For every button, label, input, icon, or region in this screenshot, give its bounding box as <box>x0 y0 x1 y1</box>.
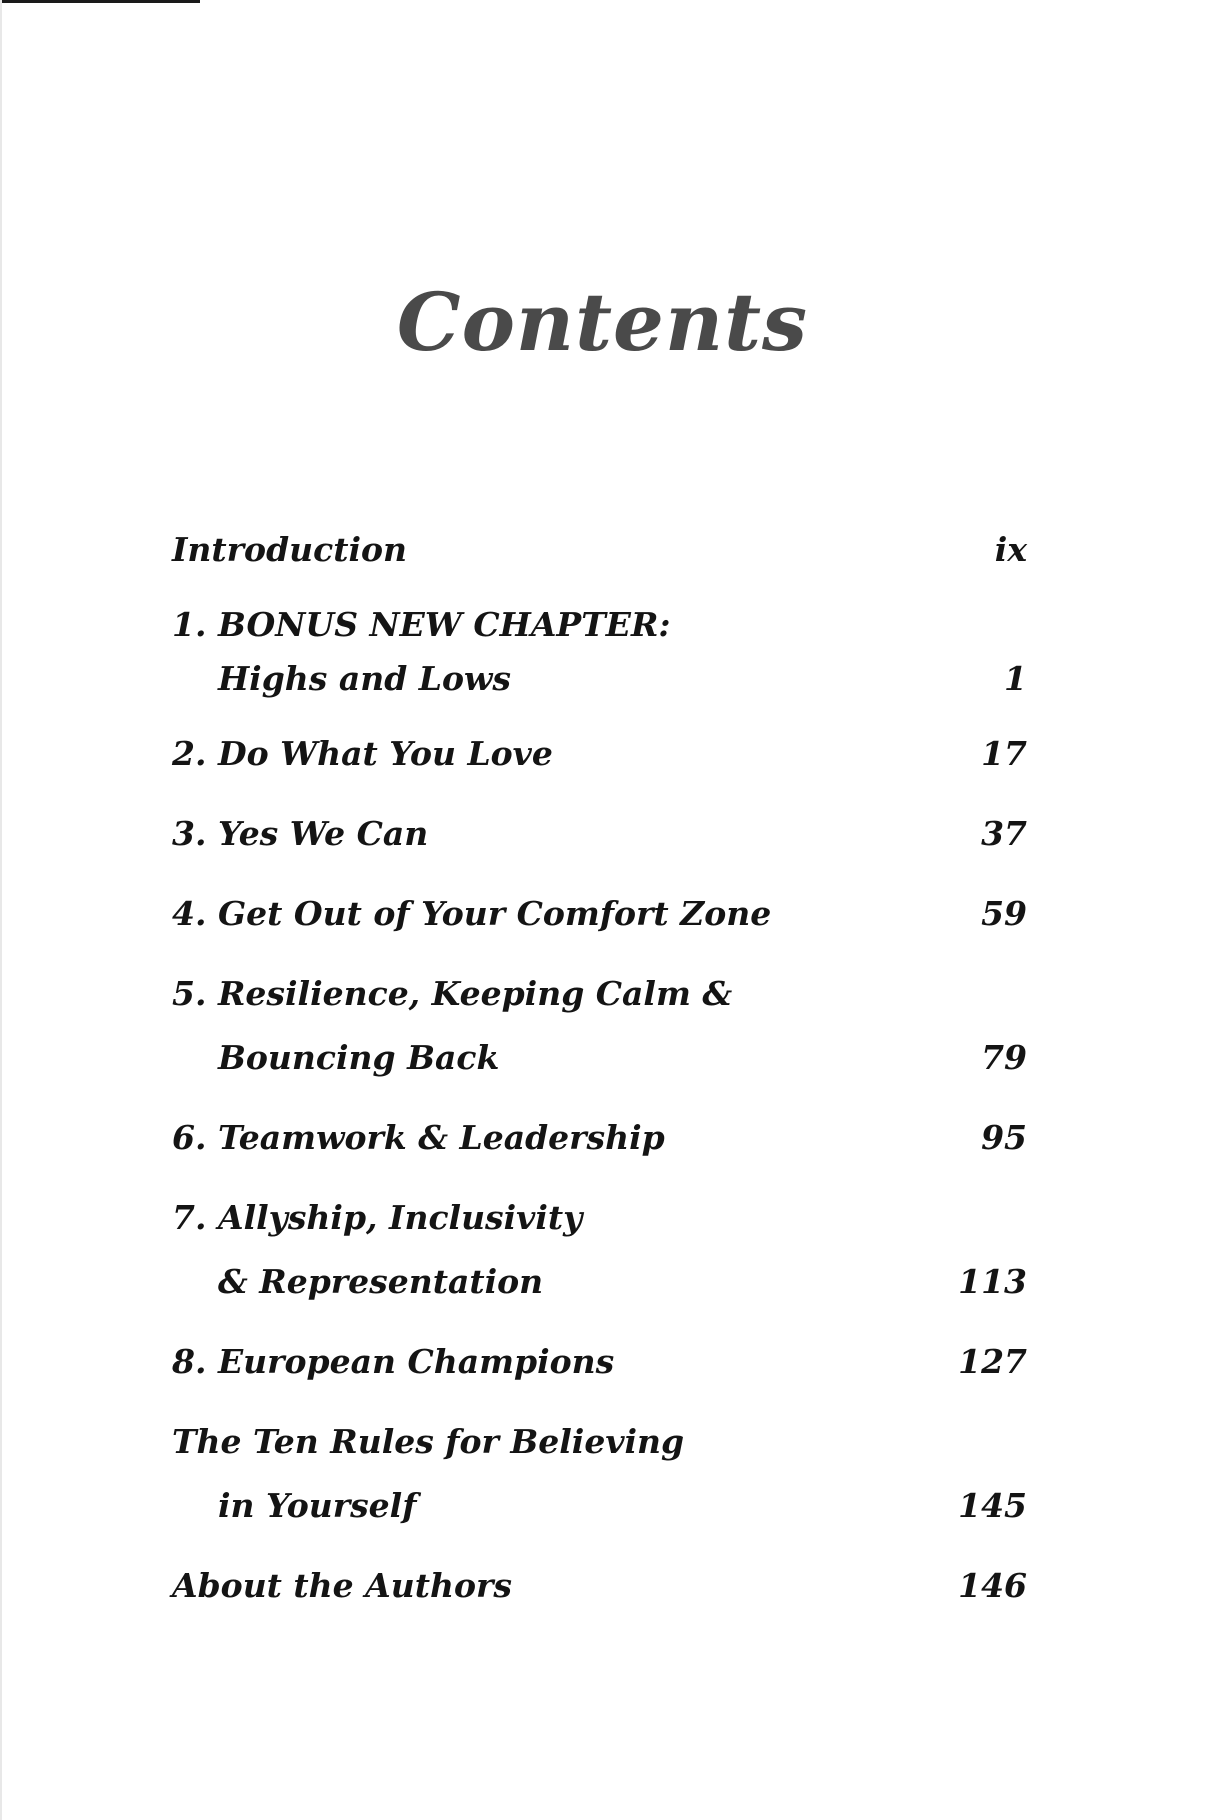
chapter-number: 7. <box>172 1198 207 1237</box>
entry-title: Get Out of Your Comfort Zone <box>218 894 772 933</box>
toc-entry-chapter-2[interactable] <box>172 722 1027 786</box>
entry-title: Do What You Love <box>218 734 553 773</box>
toc-entry-chapter-4[interactable] <box>172 882 1027 946</box>
page-number: 145 <box>958 1486 1027 1525</box>
chapter-number: 8. <box>172 1342 207 1381</box>
toc-entry-chapter-3[interactable] <box>172 802 1027 866</box>
toc-entry-introduction[interactable] <box>172 518 1027 582</box>
page-number: 113 <box>958 1262 1027 1301</box>
entry-title: BONUS NEW CHAPTER: <box>218 605 671 644</box>
chapter-number: 2. <box>172 734 207 773</box>
chapter-number: 4. <box>172 894 207 933</box>
entry-title-continued: & Representation <box>218 1262 544 1301</box>
entry-title-continued: Highs and Lows <box>218 659 511 698</box>
toc-entry-about-authors[interactable] <box>172 1554 1027 1618</box>
page-number: 79 <box>981 1038 1027 1077</box>
page-number: 17 <box>981 734 1027 773</box>
page-number: 95 <box>981 1118 1027 1157</box>
page-number: 1 <box>1004 659 1027 698</box>
entry-title-continued: in Yourself <box>218 1486 417 1525</box>
toc-entry-chapter-6[interactable] <box>172 1106 1027 1170</box>
top-rule <box>0 0 200 3</box>
page-number: 146 <box>958 1566 1027 1605</box>
entry-title: Resilience, Keeping Calm & <box>218 974 733 1013</box>
entry-title-continued: Bouncing Back <box>218 1038 500 1077</box>
page-number: 127 <box>958 1342 1027 1381</box>
page-title: Contents <box>396 275 809 369</box>
page-number: 37 <box>981 814 1027 853</box>
chapter-number: 3. <box>172 814 207 853</box>
toc-entry-chapter-1[interactable] <box>172 598 1027 706</box>
entry-title: Allyship, Inclusivity <box>218 1198 583 1237</box>
toc-entry-chapter-7[interactable] <box>172 1186 1027 1314</box>
entry-title: European Champions <box>218 1342 615 1381</box>
entry-title: Teamwork & Leadership <box>218 1118 665 1157</box>
page-number: 59 <box>981 894 1027 933</box>
entry-title: Yes We Can <box>218 814 429 853</box>
entry-title: About the Authors <box>172 1566 512 1605</box>
page-number: ix <box>994 530 1027 569</box>
table-of-contents <box>172 518 1027 1618</box>
entry-title: The Ten Rules for Believing <box>172 1422 685 1461</box>
toc-entry-ten-rules[interactable] <box>172 1410 1027 1538</box>
toc-entry-chapter-5[interactable] <box>172 962 1027 1090</box>
page-edge <box>0 0 2 1820</box>
chapter-number: 1. <box>172 605 207 644</box>
toc-entry-chapter-8[interactable] <box>172 1330 1027 1394</box>
entry-title: Introduction <box>172 530 408 569</box>
chapter-number: 6. <box>172 1118 207 1157</box>
chapter-number: 5. <box>172 974 207 1013</box>
